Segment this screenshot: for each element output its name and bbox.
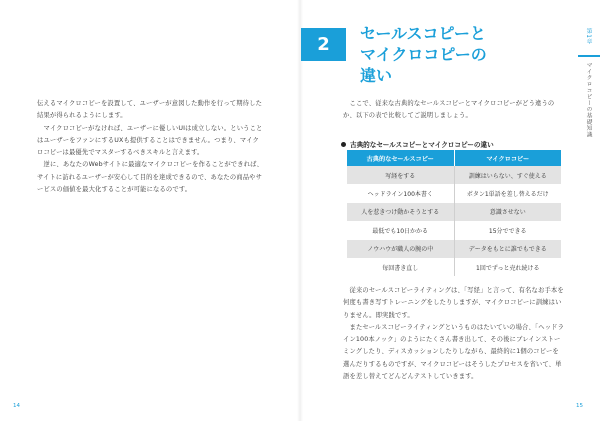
title-line: マイクロコピーの — [360, 45, 487, 64]
right-paragraph: またセールスコピーライティングというものはたいていの場合、「ヘッドライン100本ノック」のようにたくさん書き出して、その後にブレインストーミングしたり、ディスカッションしたりしながら、最終的に1個のコピーを選んだりするものですが、マイクロコピーはそうしたプロセスを省いて、単語を差し替えてどんどんテストしていきます。 — [343, 323, 565, 381]
table-heading-text: 古典的なセールスコピーとマイクロコピーの違い — [350, 141, 494, 149]
left-paragraph: 伝えるマイクロコピーを設置して、ユーザーが意図した動作を行って期待した結果が得られるようにします。 — [37, 100, 263, 120]
table-cell: データをもとに誰でもできる — [454, 240, 561, 258]
table-row — [347, 240, 561, 258]
table-cell: 意識させない — [454, 203, 561, 221]
table-row — [347, 221, 561, 239]
left-paragraph: マイクロコピーがなければ、ユーザーに優しいUIは成立しない。ということはユーザーをファンにするUXも提供することはできません。つまり、マイクロコピーは最優先でマスターするべきスキルと言えます。 — [37, 124, 263, 157]
left-body-text — [37, 98, 265, 196]
comparison-table — [347, 150, 561, 276]
page-number-left: 14 — [13, 403, 20, 409]
page-number-right: 15 — [576, 403, 583, 409]
table-cell: 人を惹きつけ動かそうとする — [347, 203, 454, 221]
table-cell: ボタン1単語を差し替えるだけ — [454, 184, 561, 202]
table-cell: 1回でずっと売れ続ける — [454, 258, 561, 276]
table-header-cell: 古典的なセールスコピー — [347, 150, 454, 166]
section-number-badge: 2 — [301, 28, 346, 61]
title-line: セールスコピーと — [360, 24, 486, 43]
table-heading — [341, 139, 494, 149]
chapter-tab-rule — [578, 55, 600, 57]
title-line: 違い — [360, 66, 393, 85]
table-header-row — [347, 150, 561, 166]
table-cell: ヘッドライン100本書く — [347, 184, 454, 202]
right-body-text — [343, 285, 565, 383]
table-cell: 訓練はいらない、すぐ使える — [454, 166, 561, 184]
table-row — [347, 258, 561, 276]
table-cell: 最低でも10日かかる — [347, 221, 454, 239]
chapter-subtitle: マイクロコピーの基礎知識 — [585, 62, 591, 138]
table-row — [347, 184, 561, 202]
bullet-icon — [341, 142, 346, 147]
left-paragraph: 逆に、あなたのWebサイトに最適なマイクロコピーを作ることができれば、サイトに訪れるユーザーが安心して目的を達成できるので、あなたの商品やサービスの価値を最大化することが可能になるのです。 — [37, 161, 264, 194]
table-cell: 毎回書き直し — [347, 258, 454, 276]
chapter-tab: 第1章 — [585, 28, 591, 45]
book-spine — [297, 0, 303, 421]
section-title — [360, 23, 560, 86]
table-row — [347, 203, 561, 221]
table-cell: 15分でできる — [454, 221, 561, 239]
table-cell: 写経をする — [347, 166, 454, 184]
table-cell: ノウハウが職人の腕の中 — [347, 240, 454, 258]
table-header-cell: マイクロコピー — [454, 150, 561, 166]
table-row — [347, 166, 561, 184]
intro-text: ここで、従来な古典的なセールスコピーとマイクロコピーがどう違うのか、以下の表で比較してご説明しましょう。 — [343, 100, 555, 120]
right-paragraph: 従来のセールスコピーライティングは、「写経」と言って、有名なお手本を何度も書き写すトレーニングをしたりしますが、マイクロコピーに訓練はいりません。即実践です。 — [343, 287, 564, 319]
